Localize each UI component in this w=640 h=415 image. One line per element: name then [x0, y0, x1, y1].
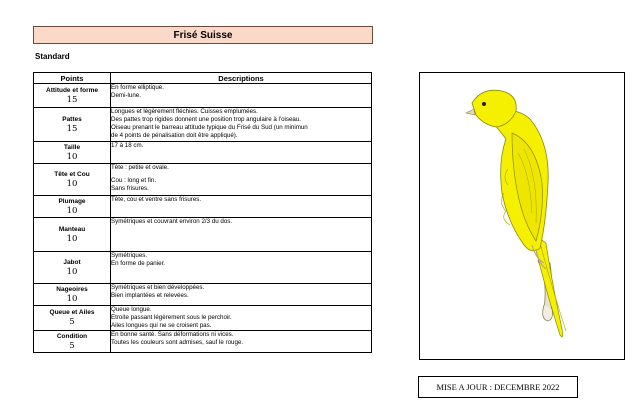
description-line: Sans frisures.: [111, 185, 149, 192]
description-line: Des pattes trop rigides donnent une position trop angulaire à l'oiseau.: [111, 116, 302, 123]
description-line: En bonne santé. Sans déformations ni vices.: [111, 331, 234, 338]
description-line: 17 à 18 cm.: [111, 142, 144, 149]
points-cell: [34, 331, 111, 353]
points-cell: [34, 252, 111, 284]
description-line: Symétriques et bien développées.: [111, 284, 205, 291]
criterion-name: Manteau: [58, 225, 86, 233]
table-row: [34, 84, 372, 108]
criterion-name: Attitude et forme: [46, 86, 98, 94]
bird-illustration: [419, 72, 625, 360]
table-row: [34, 284, 372, 306]
criterion-points: 10: [66, 178, 78, 189]
update-note: MISE A JOUR : DECEMBRE 2022: [418, 376, 578, 398]
table-row: [34, 306, 372, 331]
criterion-name: Queue et Ailes: [49, 309, 95, 316]
description-cell: [111, 306, 372, 331]
description-cell: [111, 284, 372, 306]
canary-icon: [420, 73, 624, 359]
description-line: En forme elliptique.: [111, 84, 164, 91]
criterion-points: 5: [69, 317, 75, 327]
table-row: [34, 252, 372, 284]
criterion-points: 10: [66, 205, 78, 216]
description-line: Oiseau prenant le barreau attitude typique du Frisé du Sud (un minimun: [111, 124, 308, 131]
description-cell: [111, 84, 372, 108]
criterion-points: 15: [66, 94, 78, 105]
description-line: Tête : petite et ovale.: [111, 164, 169, 171]
criterion-name: Pattes: [62, 115, 82, 123]
table-row: [34, 331, 372, 353]
table-row: [34, 218, 372, 252]
table-row: [34, 196, 372, 218]
points-cell: [34, 306, 111, 331]
description-line: Symétriques et couvrant environ 2/3 du dos.: [111, 218, 233, 225]
table-row: [34, 142, 372, 164]
description-line: Demi-lune.: [111, 92, 141, 99]
description-cell: [111, 196, 372, 218]
points-cell: [34, 218, 111, 252]
criterion-name: Nageoires: [56, 285, 88, 293]
description-cell: [111, 142, 372, 164]
points-cell: [34, 164, 111, 196]
description-line: Longues et légèrement fléchies. Cuisses emplumées.: [111, 108, 258, 115]
header-points: Points: [34, 73, 111, 84]
description-cell: [111, 252, 372, 284]
table-header-row: [34, 73, 372, 84]
criterion-points: 15: [66, 123, 78, 134]
description-line: Cou : long et fin.: [111, 177, 157, 184]
points-cell: [34, 84, 111, 108]
description-line: En forme de panier.: [111, 260, 166, 267]
description-line: Queue longue.: [111, 306, 152, 313]
table-row: [34, 164, 372, 196]
criterion-name: Tête et Cou: [54, 170, 90, 178]
description-line: Symétriques.: [111, 252, 148, 259]
criterion-name: Plumage: [58, 197, 86, 205]
description-line: Étroite passant légèrement sous le perchoir.: [111, 314, 232, 321]
criterion-points: 10: [66, 266, 78, 277]
description-line: Bien implantées et relevées.: [111, 292, 189, 299]
criterion-points: 10: [66, 293, 78, 304]
criterion-points: 10: [66, 233, 78, 244]
description-cell: [111, 331, 372, 353]
description-cell: [111, 108, 372, 142]
page-title: Frisé Suisse: [33, 26, 373, 44]
description-line: Ailes longues qui ne se croisent pas.: [111, 322, 212, 329]
header-descriptions: Descriptions: [111, 73, 372, 84]
description-cell: [111, 218, 372, 252]
points-cell: [34, 142, 111, 164]
points-cell: [34, 108, 111, 142]
description-cell: [111, 164, 372, 196]
standard-table: [33, 72, 372, 353]
points-cell: [34, 284, 111, 306]
criterion-name: Condition: [56, 332, 88, 340]
description-line: de 4 points de pénalisation doit être appliqué).: [111, 132, 238, 139]
table-row: [34, 108, 372, 142]
criterion-name: Jabot: [63, 258, 81, 266]
section-label: Standard: [35, 52, 70, 61]
criterion-points: 10: [66, 151, 78, 162]
criterion-points: 5: [69, 340, 75, 351]
description-line: Toutes les couleurs sont admises, sauf le rouge.: [111, 339, 244, 346]
criterion-name: Taille: [63, 143, 81, 151]
points-cell: [34, 196, 111, 218]
description-line: Tête, cou et ventre sans frisures.: [111, 196, 202, 203]
